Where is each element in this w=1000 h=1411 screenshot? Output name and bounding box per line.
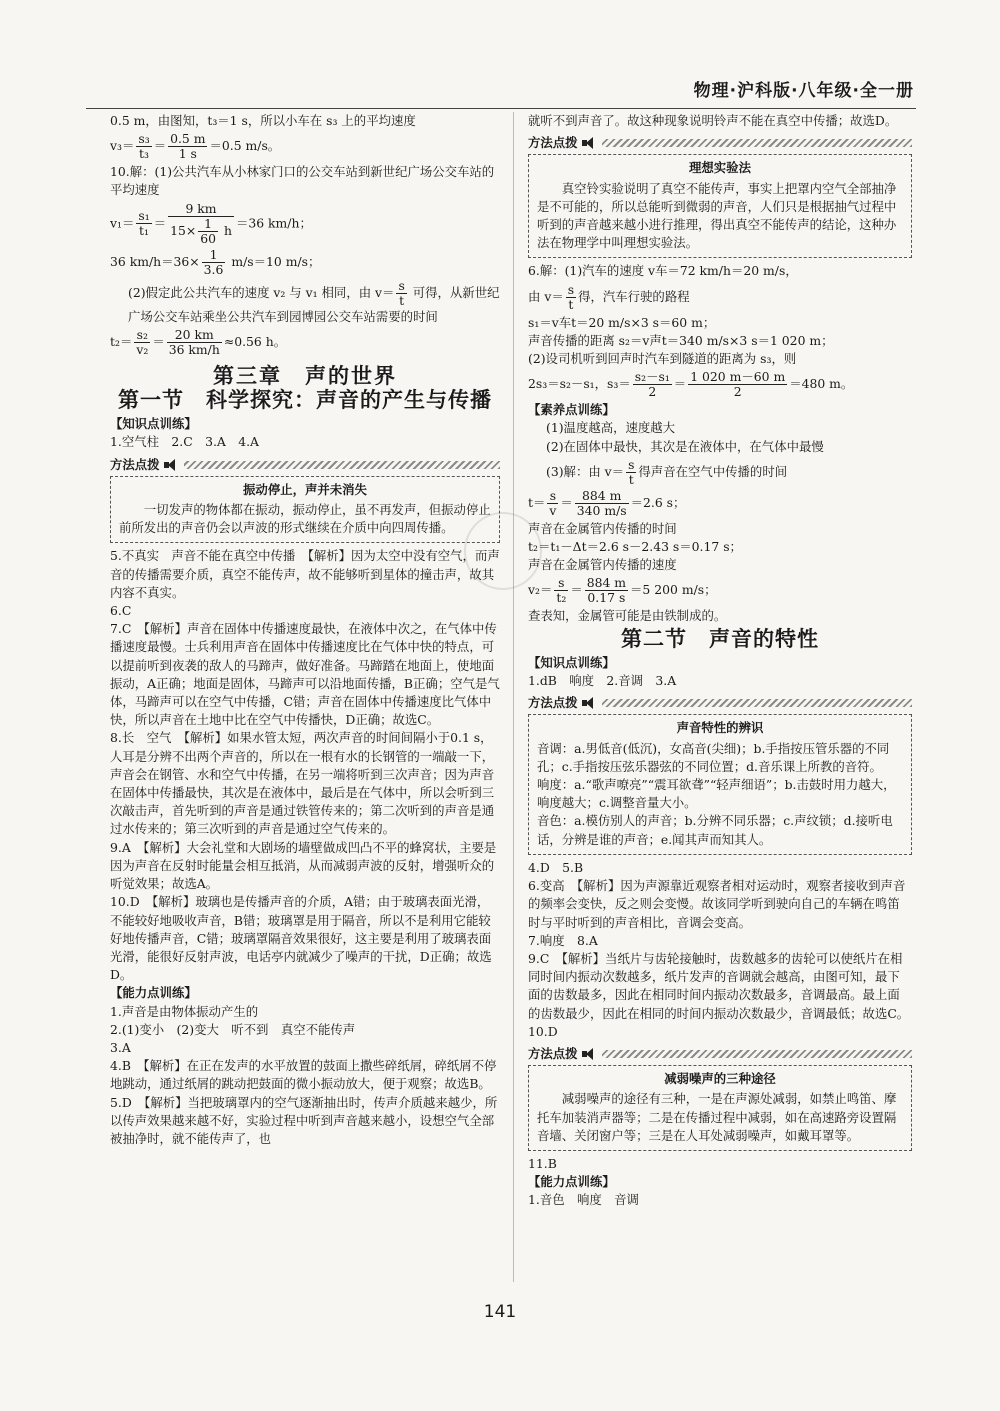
answer-line: 9.C 【解析】当纸片与齿轮接触时，齿数越多的齿轮可以使纸片在相同时间内振动次数越多，纸片发声的音调就会越高，由图可知，最下面的齿数最多，因此在相同时间内振动次数最多，音调最高。最上面的齿数最少，因此在相同的时间内振动次数最少，音调最低；故选C。 <box>528 950 910 1021</box>
answer-line: 1.空气柱 2.C 3.A 4.A <box>110 434 260 450</box>
method-box-title: 减弱噪声的三种途径 <box>664 1071 776 1087</box>
question-6: 6.解：(1)汽车的速度 v车＝72 km/h＝20 m/s， <box>528 263 798 279</box>
answer-line: 2.(1)变小 (2)变大 听不到 真空不能传声 <box>110 1021 356 1037</box>
page-number: 141 <box>483 1302 517 1322</box>
method-box-title: 振动停止，声并未消失 <box>243 481 367 497</box>
method-box-text: 音色：a.模仿别人的声音；b.分辨不同乐器；c.声纹锁；d.接听电话，分辨是谁的声音；e.闻其声而知其人。 <box>537 813 893 847</box>
answer-line: 1.声音是由物体振动产生的 <box>110 1003 259 1019</box>
question-6: 6.C <box>110 603 132 619</box>
equation: v₃＝ $\frac{\text{s₃}}{\text{t₃}}$ ＝ $\frac{0.5 m}{1 s}$ ＝0.5 m/s。 <box>110 131 281 162</box>
equation: 由 v＝ $\frac{s}{t}$ 得，汽车行驶的路程 <box>528 281 690 312</box>
equation: t₂＝ $\frac{\text{s₂}}{\text{v₂}}$ ＝ $\frac{20 km}{36 km/h}$ ≈0.56 h。 <box>110 326 287 357</box>
answer-line: 7.响度 8.A <box>528 932 598 948</box>
method-box-text: 减弱噪声的途径有三种，一是在声源处减弱，如禁止鸣笛、摩托车加装消声器等；二是在传播过程中减弱，如在高速路旁设置隔音墙、关闭窗户等；三是在人耳处减弱噪声，如戴耳罩等。 <box>537 1091 897 1143</box>
method-box-text: 音调：a.男低音(低沉)，女高音(尖细)；b.手指按压管乐器的不同孔；c.手指按压弦乐器弦的不同位置；d.音乐课上所教的音符。 <box>537 740 890 774</box>
answer-line: 10.D <box>528 1023 558 1039</box>
equation: v₂＝ $\frac{s}{\text{t₂}}$ ＝ $\frac{884 m}{0.17 s}$ ＝5 200 m/s； <box>528 575 717 606</box>
answer-line: 3.A <box>110 1039 131 1055</box>
answer-line: 11.B <box>528 1155 557 1171</box>
subsection-heading: 【知识点训练】 <box>110 416 197 432</box>
section-title: 第一节 科学探究：声音的产生与传播 <box>118 388 492 413</box>
subsection-heading: 【知识点训练】 <box>528 654 615 670</box>
text-line: 声音在金属管内传播的速度 <box>528 557 677 573</box>
chapter-title: 第三章 声的世界 <box>213 363 397 388</box>
equation: v₁＝ $\frac{\text{s₁}}{\text{t₁}}$ ＝ 9 km 15× $\frac{1}{60}$ h ＝36 km/h； <box>110 200 312 246</box>
answer-line: 1.音色 响度 音调 <box>528 1192 639 1208</box>
method-box-title: 理想实验法 <box>689 160 751 176</box>
column-divider <box>513 112 514 1282</box>
text-line: 查表知，金属管可能是由铁制成的。 <box>528 608 727 624</box>
method-tag: 方法点拨 <box>528 694 912 712</box>
answer-line: 1.dB 响度 2.音调 3.A <box>528 673 677 689</box>
question-9: 9.A 【解析】大会礼堂和大剧场的墙壁做成凹凸不平的蜂窝状，主要是因为声音在反射时能量会相互抵消，从而减弱声波的反射，增强听众的听觉效果；故选A。 <box>110 839 497 892</box>
method-box-text: 一切发声的物体都在振动，振动停止，虽不再发声，但振动停止前所发出的声音仍会以声波的形式继续在介质中向四周传播。 <box>119 502 491 536</box>
method-box-title: 声音特性的辨识 <box>676 720 764 736</box>
equation: t₂＝t₁－Δt＝2.6 s－2.43 s＝0.17 s； <box>528 539 742 555</box>
question-7: 7.C 【解析】声音在固体中传播速度最快，在液体中次之，在气体中传播速度最慢。士兵利用声音在固体中传播速度比在气体中快的特点，可以提前听到夜袭的敌人的马蹄声，做好准备。马蹄踏在地面上，使地面振动，A正确；地面是固体，马蹄声可以沿地面传播，B正确；空气是气体，马蹄声可以在空气中传播，C错；声音在固体中传播速度比气体中快，所以声音在土地中比在空气中传播快，D正确；故选C。 <box>110 621 500 728</box>
answer-line: 6.变高 【解析】因为声源靠近观察者相对运动时，观察者接收到声音的频率会变快，反之则会变慢。故该同学听到驶向自己的车辆在鸣笛时与平时听到的声音相比，音调会变高。 <box>528 878 906 930</box>
method-tag: 方法点拨 <box>528 134 912 152</box>
answer-line: (3)解：由 v＝ $\frac{s}{t}$ 得声音在空气中传播的时间 <box>546 456 788 487</box>
subsection-heading: 【能力点训练】 <box>110 985 197 1001</box>
method-box-text: 响度：a.“歌声嘹亮”“震耳欲聋”“轻声细语”；b.击鼓时用力越大，响度越大；c.调整音量大小。 <box>537 777 896 811</box>
text-line: 0.5 m，由图知，t₃＝1 s，所以小车在 s₃ 上的平均速度 <box>110 113 416 128</box>
right-column <box>528 112 912 1210</box>
subsection-heading: 【能力点训练】 <box>528 1174 615 1190</box>
text-line: 声音在金属管内传播的时间 <box>528 520 677 536</box>
text-line: (2)设司机听到回声时汽车到隧道的距离为 s₃，则 <box>528 351 797 367</box>
method-tag: 方法点拨 <box>528 1045 912 1063</box>
question-10-part-2: (2)假定此公共汽车的速度 v₂ 与 v₁ 相同，由 v＝ $\frac{s}{t}$ 可得，从新世纪广场公交车站乘坐公共汽车到园博园公交车站需要的时间 <box>128 277 500 324</box>
question-8: 8.长 空气 【解析】如果水管太短，两次声音的时间间隔小于0.1 s，人耳是分辨不出两个声音的，所以在一根有水的长钢管的一端敲一下，声音会在钢管、水和空气中传播，在另一端将听到三次声音；因为声音在固体中传播最快，其次是在液体中，最后是在气体中，所以会听到三次敲击声，首先听到的声音是通过铁管传来的；第二次听到的声音是通过水传来的；第三次听到的声音是通过空气传来的。 <box>110 730 495 837</box>
answer-line: 5.D 【解析】当把玻璃罩内的空气逐渐抽出时，传声介质越来越少，所以传声效果越来越不好，实验过程中听到声音越来越小，设想空气全部被抽净时，就不能传声了，也 <box>110 1094 498 1146</box>
answer-line: (2)在固体中最快，其次是在液体中，在气体中最慢 <box>546 438 824 454</box>
page-header: 物理·沪科版·八年级·全一册 <box>693 81 914 101</box>
header-rule <box>86 108 916 109</box>
method-box <box>528 154 912 258</box>
section-title: 第二节 声音的特性 <box>621 626 819 651</box>
answer-line: 4.B 【解析】在正在发声的水平放置的鼓面上撒些碎纸屑，碎纸屑不停地跳动，通过纸屑的跳动把鼓面的微小振动放大，便于观察；故选B。 <box>110 1058 497 1092</box>
equation: 声音传播的距离 s₂＝v声t＝340 m/s×3 s＝1 020 m； <box>528 332 834 348</box>
equation: 36 km/h＝36× $\frac{1}{3.6}$ m/s＝10 m/s； <box>110 246 321 277</box>
method-box <box>110 476 500 544</box>
method-box <box>528 1065 912 1151</box>
answer-line: (1)温度越高，速度越大 <box>546 420 676 436</box>
speaker-icon <box>582 1048 596 1060</box>
equation: t＝ $\frac{s}{v}$ ＝ $\frac{884 m}{340 m/s}$ ＝2.6 s； <box>528 487 686 518</box>
method-box-text: 真空铃实验说明了真空不能传声，事实上把罩内空气全部抽净是不可能的，所以总能听到微弱的声音，人们只是根据抽气过程中听到的声音越来越小进行推理，得出真空不能传声的结论，这种办法在物理学中叫理想实验法。 <box>537 180 897 251</box>
answer-line: 4.D 5.B <box>528 859 584 875</box>
question-10: 10.解：(1)公共汽车从小林家门口的公交车站到新世纪广场公交车站的平均速度 <box>110 164 495 198</box>
question-10b: 10.D 【解析】玻璃也是传播声音的介质，A错；由于玻璃表面光滑，不能较好地吸收声音，B错；玻璃罩是用于隔音，所以不是利用它能较好地传播声音，C错；玻璃罩隔音效果很好，这主要是利用了玻璃表面光滑，能很好反射声波，电话亭内就减少了噪声的干扰，D正确；故选D。 <box>110 894 492 983</box>
question-5: 5.不真实 声音不能在真空中传播 【解析】因为太空中没有空气，而声音的传播需要介质，真空不能传声，故不能够听到星体的撞击声，故其内容不真实。 <box>110 548 500 600</box>
subsection-heading: 【素养点训练】 <box>528 402 615 418</box>
left-column <box>110 112 500 1148</box>
speaker-icon <box>164 459 178 471</box>
equation: 2s₃＝s₂－s₁，s₃＝ $\frac{\text{s₂－s₁}}{2}$ ＝ $\frac{1 020 m-60 m}{2}$ ＝480 m。 <box>528 369 854 400</box>
method-tag: 方法点拨 <box>110 456 500 474</box>
speaker-icon <box>582 137 596 149</box>
equation: s₁＝v车t＝20 m/s×3 s＝60 m； <box>528 314 716 330</box>
method-box <box>528 714 912 854</box>
text-line: 就听不到声音了。故这种现象说明铃声不能在真空中传播；故选D。 <box>528 113 898 128</box>
speaker-icon <box>582 697 596 709</box>
